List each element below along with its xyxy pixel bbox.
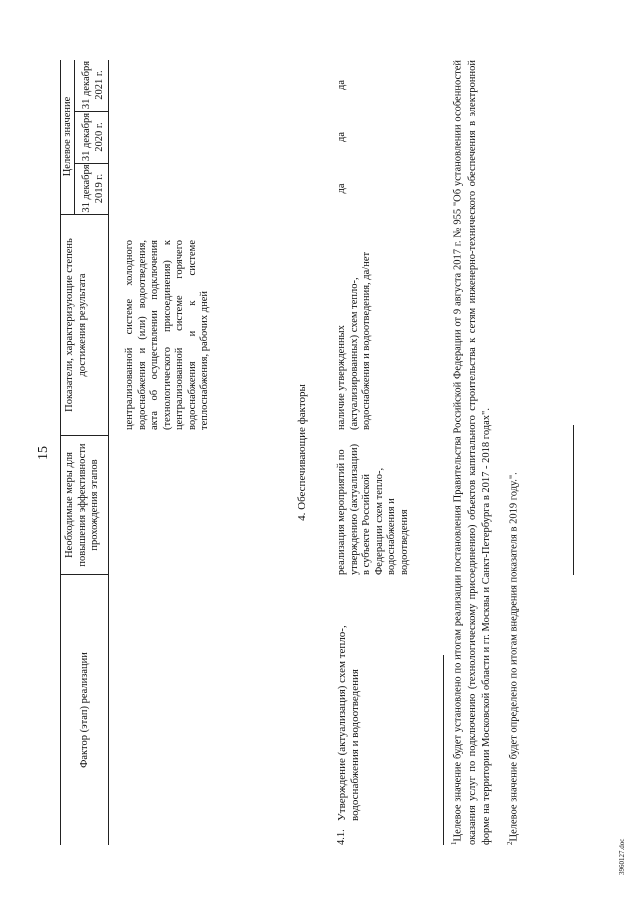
header-bottom-border [108, 60, 109, 845]
footnote-2 [503, 60, 522, 845]
footnote-1 [447, 60, 494, 845]
column-separator [60, 435, 108, 436]
header-year-2020: 31 декабря 2020 г. [81, 112, 105, 162]
header-year-2019: 31 декабря 2019 г. [81, 164, 105, 213]
row-number: 4.1. [336, 829, 347, 845]
footnote-separator [443, 655, 444, 845]
row-indicator: наличие утвержденных (актуализированных) схем тепло-, водоснабжения и водоотведения, да/нет [336, 251, 372, 430]
header-target: Целевое значение [62, 96, 73, 177]
end-rule [573, 425, 574, 575]
header-indicators: Показатели, характеризующие степень достижения результата [64, 238, 88, 412]
row-value-2020: да [336, 132, 347, 143]
column-separator [60, 214, 108, 215]
row-measures: реализация мероприятий по утверждению (актуализации) в субъекте Российской Федерации схем тепло-, водоснабжения и водоотведения [336, 443, 410, 575]
footnote-text: Целевое значение будет установлено по итогам реализации постановления Правительства Российской Федерации от 9 августа 2017 г. № 955 "Об установлении особенностей оказания услуг по подключению (технологическому присоединению) объектов капитального строительства к сетям инженерно-технического обеспечения в электронной форме на территории Московской области и гг. Москвы и Санкт-Петербурга в 2017 - 2018 годах". [452, 60, 492, 845]
header-year-2021: 31 декабря 2021 г. [81, 60, 105, 110]
page-number: 15 [36, 446, 51, 460]
footnote-mark: 2 [506, 841, 514, 845]
row-value-2021: да [336, 80, 347, 91]
header-factor: Фактор (этап) реализации [79, 652, 90, 768]
table-top-border [60, 60, 61, 845]
section-title: 4. Обеспечивающие факторы [296, 384, 308, 521]
continuation-indicator: централизованной системе холодного водоснабжения и (или) водоотведения, акта об осуществлении подключения (технологического присоединения) к централизованной системе горячего водоснабжения и к системе теплоснабжения, рабочих дней [124, 240, 210, 430]
row-value-2019: да [336, 183, 347, 194]
footnote-text: Целевое значение будет определено по итогам внедрения показателя в 2019 году.". [508, 472, 520, 842]
footnote-mark: 1 [450, 841, 458, 845]
document-id: 3960127.doc [618, 838, 626, 875]
row-factor: Утверждение (актуализация) схем тепло-, водоснабжения и водоотведения [336, 625, 361, 821]
header-measures: Необходимые меры для повышения эффективности прохождения этапов [64, 443, 100, 567]
